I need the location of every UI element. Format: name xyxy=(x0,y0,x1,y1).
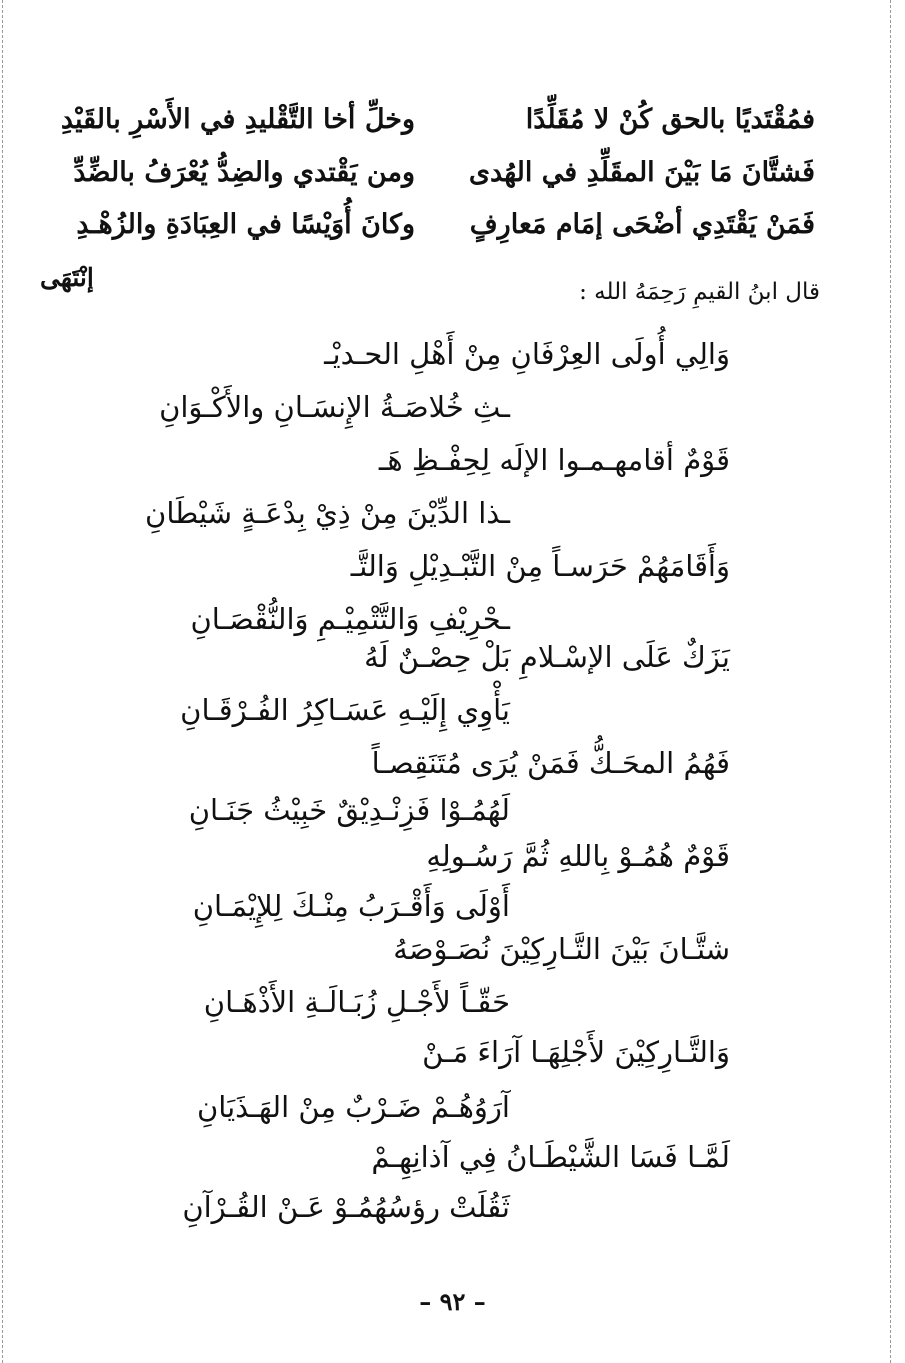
couplet-first-hemistich: فَمَنْ يَقْتَدِي أضْحَى إمَام مَعارِفٍ xyxy=(469,209,815,240)
couplet-second-hemistich: وخلِّ أخا التَّقْليدِ في الأَسْرِ بالقَيْدِ xyxy=(60,104,415,135)
poem-line: حَقّـاً لأَجْـلِ زُبَـالَـةِ الأَذْهَـانِ xyxy=(203,985,510,1019)
poem-line: أَوْلَى وَأَقْـرَبُ مِنْـكَ لِلإِيْمَـانِ xyxy=(192,889,510,923)
poem-line: لَمَّـا فَسَا الشَّيْطَـانُ فِي آذانِهِـمْ xyxy=(371,1140,730,1174)
page-margin-line-left xyxy=(2,0,3,1363)
poem-line: قَوْمٌ أقامهـمـوا الإلَه لِحِفْـظِ هَـ xyxy=(378,443,730,477)
couplet xyxy=(40,200,815,250)
poem-line: يَزَكٌ عَلَى الإسْـلامِ بَلْ حِصْـنٌ لَهُ xyxy=(364,640,730,674)
couplet-second-hemistich: ومن يَقْتدي والضِدُّ يُعْرَفُ بالضِّدِّ xyxy=(73,157,415,188)
poem-line: شتَّـانَ بَيْنَ التَّـارِكِيْنَ نُصَـوْصَهُ xyxy=(393,932,730,966)
couplet xyxy=(40,148,815,198)
poem-line: آرَوُهُـمْ ضَـرْبٌ مِنْ الهَـذَيَانِ xyxy=(196,1090,510,1124)
poem-line: قَوْمٌ هُمُـوْ بِاللهِ ثُمَّ رَسُـولِهِ xyxy=(426,839,730,873)
couplet-second-hemistich: وكانَ أُوَيْسًا في العِبَادَةِ والزُهْـدِ xyxy=(76,209,415,240)
poem-line: وَالتَّـارِكِيْنَ لأَجْلِهَـا آرَاءَ مَـنْ xyxy=(422,1035,730,1069)
couplet-first-hemistich: فَشتَّانَ مَا بَيْنَ المقَلِّدِ في الهُدى xyxy=(468,157,815,188)
poem-line: وَالِي أُولَى العِرْفَانِ مِنْ أَهْلِ الحـديْـ xyxy=(324,337,730,371)
poem-line: وَأَقَامَهُمْ حَرَسـاً مِنْ التَّبْـدِيْلِ وَالتَّـ xyxy=(350,549,730,583)
poem-line: ـثِ خُلاصَـةُ الإِنسَـانِ والأَكْـوَانِ xyxy=(159,390,510,424)
poem-line: ـذا الدِّيْنَ مِنْ ذِيْ بِدْعَـةٍ شَيْطَانِ xyxy=(145,496,510,530)
poem-line: فَهُمُ المحَـكُّ فَمَنْ يُرَى مُتَنَقِصـاً xyxy=(371,746,730,780)
couplet-first-hemistich: فمُقْتَديًا بالحق كُنْ لا مُقَلِّدًا xyxy=(525,104,815,135)
poem-line: لَهُمُـوْا فَزِنْـدِيْقٌ خَبِيْثُ جَنَـانِ xyxy=(188,793,510,827)
page-number: – ٩٢ – xyxy=(419,1287,486,1316)
page-margin-line-right xyxy=(890,0,891,1363)
poem-line: ـحْرِيْفِ وَالتَّتْمِيْـمِ وَالنُّقْصَـانِ xyxy=(190,602,510,636)
attribution-line: قال ابنُ القيمِ رَحِمَهُ الله : xyxy=(579,279,820,305)
end-marker: إنْتَهَى xyxy=(40,263,94,292)
poem-line: ثَقُلَتْ رؤسُهُمُـوْ عَـنْ القُـرْآنِ xyxy=(182,1190,510,1224)
couplet xyxy=(40,95,815,145)
poem-line: يَأْوِي إِلَيْـهِ عَسَـاكِرُ الفُـرْقَـانِ xyxy=(180,693,510,727)
